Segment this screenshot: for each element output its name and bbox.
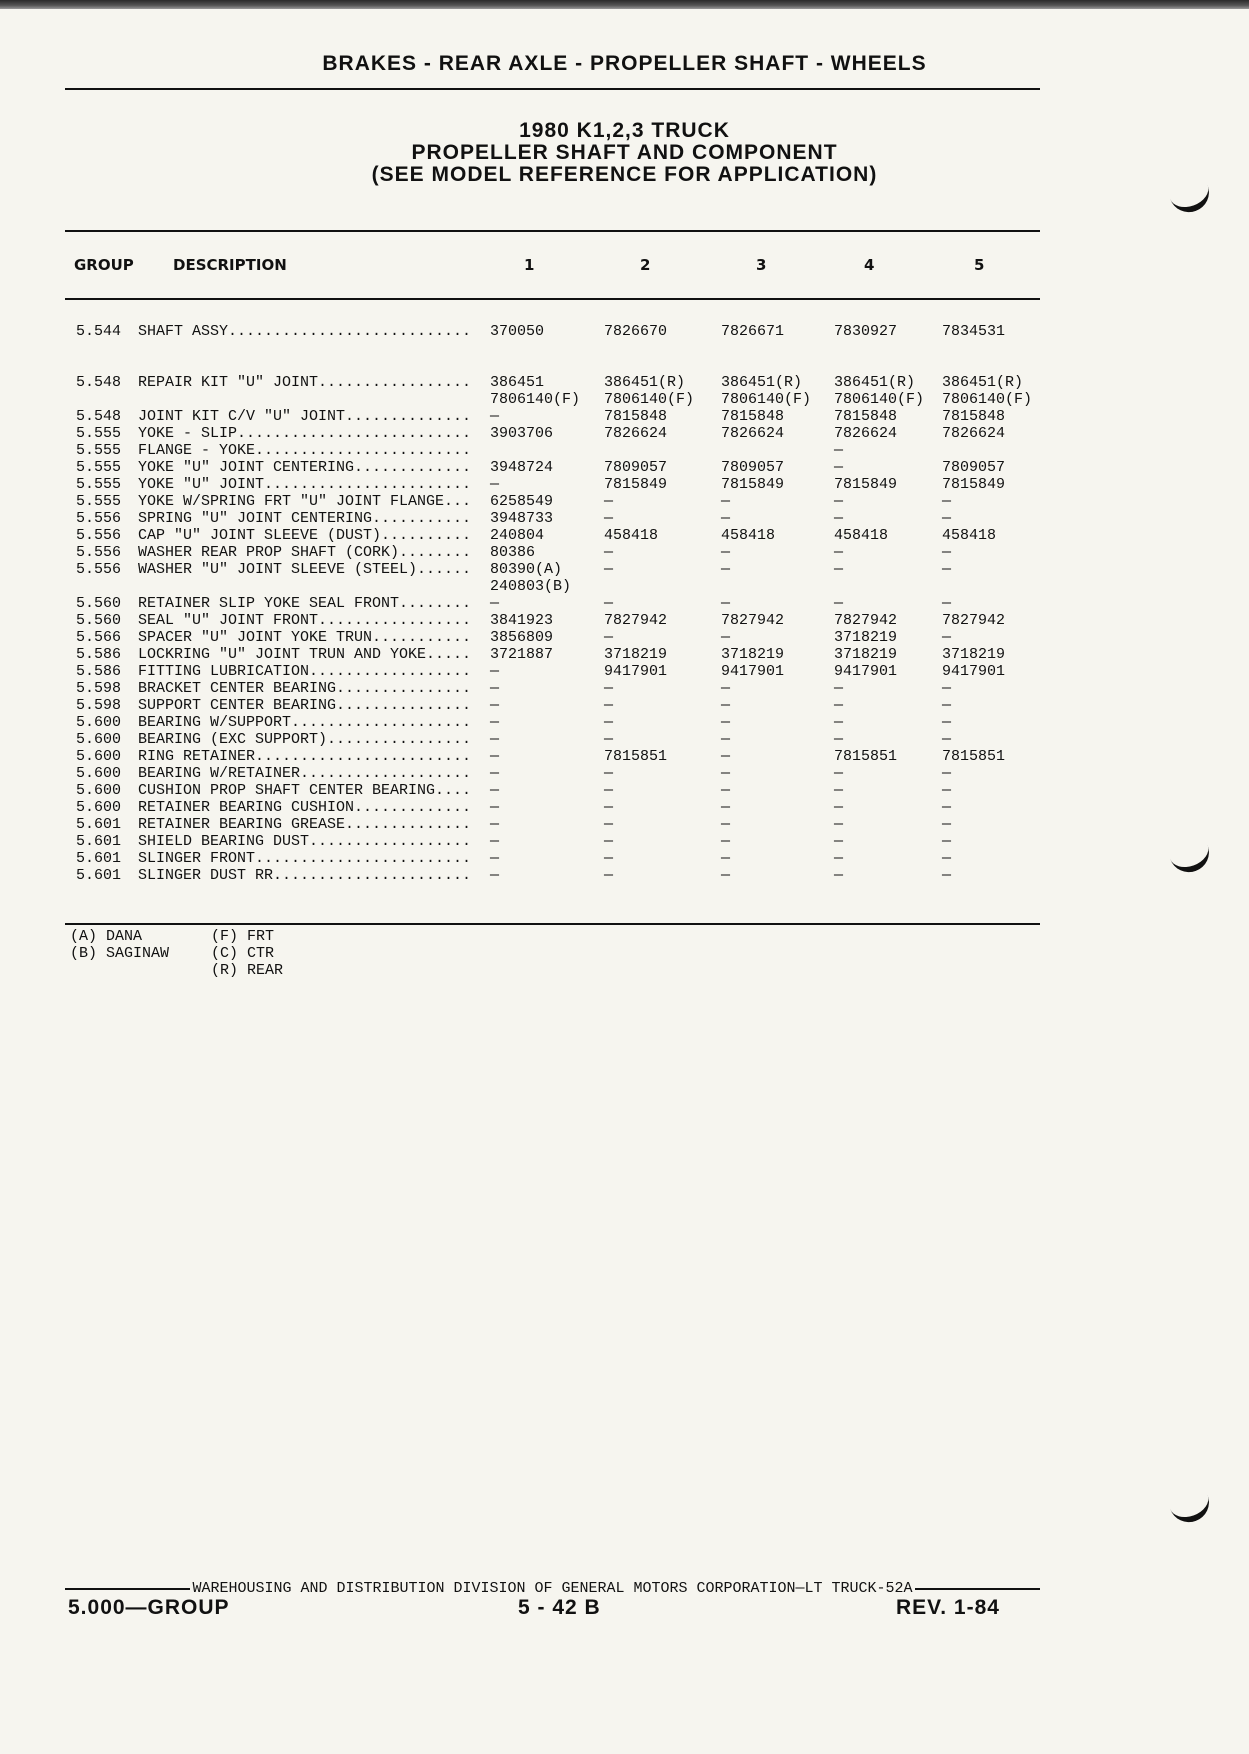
row-group-number: 5.600 [76,799,122,816]
part-number: 7830927 [834,323,898,340]
part-cell-model-5 [942,408,1092,425]
not-applicable-dash: — [942,867,952,884]
not-applicable-dash: — [604,816,614,833]
part-number: 458418 [834,527,889,544]
not-applicable-dash: — [721,561,731,578]
not-applicable-dash: — [834,833,844,850]
row-description: YOKE W/SPRING FRT "U" JOINT FLANGE... [138,493,472,510]
not-applicable-dash: — [604,544,614,561]
not-applicable-dash: — [490,697,500,714]
part-cell-model-5 [942,374,1092,408]
part-number: 458418 [604,527,659,544]
row-description: RETAINER SLIP YOKE SEAL FRONT........ [138,595,472,612]
row-group-number: 5.601 [76,816,122,833]
row-description: JOINT KIT C/V "U" JOINT.............. [138,408,472,425]
part-cell-model-5 [942,544,1092,561]
not-applicable-dash: — [834,731,844,748]
table-bottom-rule [65,923,1040,925]
row-group-number: 5.598 [76,680,122,697]
not-applicable-dash: — [942,714,952,731]
part-number: 3718219 [834,646,898,663]
not-applicable-dash: — [834,714,844,731]
not-applicable-dash: — [834,510,844,527]
row-description: BEARING W/SUPPORT.................... [138,714,472,731]
row-group-number: 5.600 [76,765,122,782]
part-number: 7806140(F) [604,391,695,408]
footer-division-line [65,1580,1040,1597]
part-number: 9417901 [604,663,668,680]
part-number: 3903706 [490,425,554,442]
table-top-rule [65,230,1040,232]
not-applicable-dash: — [942,595,952,612]
row-description: CAP "U" JOINT SLEEVE (DUST).......... [138,527,472,544]
part-number: 3856809 [490,629,554,646]
not-applicable-dash: — [721,595,731,612]
part-cell-model-5 [942,731,1092,748]
row-group-number: 5.548 [76,374,122,391]
not-applicable-dash: — [490,748,500,765]
part-cell-model-5 [942,476,1092,493]
part-number: 80386 [490,544,536,561]
part-cell-model-5 [942,816,1092,833]
not-applicable-dash: — [490,799,500,816]
row-description: FLANGE - YOKE........................ [138,442,472,459]
not-applicable-dash: — [834,765,844,782]
not-applicable-dash: — [721,748,731,765]
part-number: 7815848 [834,408,898,425]
row-description: RETAINER BEARING GREASE.............. [138,816,472,833]
not-applicable-dash: — [942,782,952,799]
not-applicable-dash: — [721,714,731,731]
row-description: BRACKET CENTER BEARING............... [138,680,472,697]
part-number: 7826624 [942,425,1006,442]
part-number: 7815849 [604,476,668,493]
part-number: 3718219 [604,646,668,663]
not-applicable-dash: — [721,510,731,527]
row-description: SPRING "U" JOINT CENTERING........... [138,510,472,527]
part-cell-model-5 [942,493,1092,510]
row-group-number: 5.560 [76,612,122,629]
part-cell-model-5 [942,799,1092,816]
row-description: FITTING LUBRICATION.................. [138,663,472,680]
part-number: 7826624 [604,425,668,442]
part-cell-model-5 [942,612,1092,629]
not-applicable-dash: — [942,816,952,833]
title-line-1: 1980 K1,2,3 TRUCK [519,119,730,142]
part-number: 7826624 [834,425,898,442]
not-applicable-dash: — [490,765,500,782]
part-number: 9417901 [721,663,785,680]
not-applicable-dash: — [604,714,614,731]
footer-division-text: WAREHOUSING AND DISTRIBUTION DIVISION OF GENERAL MOTORS CORPORATION—LT TRUCK-52A [192,1580,913,1597]
part-number: 7806140(F) [942,391,1033,408]
row-description: SUPPORT CENTER BEARING............... [138,697,472,714]
not-applicable-dash: — [721,850,731,867]
row-description: YOKE "U" JOINT....................... [138,476,472,493]
not-applicable-dash: — [721,867,731,884]
not-applicable-dash: — [604,731,614,748]
part-number: 7815851 [604,748,668,765]
not-applicable-dash: — [834,544,844,561]
row-group-number: 5.555 [76,459,122,476]
row-group-number: 5.601 [76,850,122,867]
part-number: 7827942 [721,612,785,629]
not-applicable-dash: — [834,867,844,884]
row-description: YOKE - SLIP.......................... [138,425,472,442]
not-applicable-dash: — [834,816,844,833]
not-applicable-dash: — [721,697,731,714]
part-number: 7806140(F) [490,391,581,408]
title-line-2: PROPELLER SHAFT AND COMPONENT [411,141,838,164]
not-applicable-dash: — [942,833,952,850]
row-description: SHAFT ASSY........................... [138,323,472,340]
footer-rule-left [65,1588,190,1590]
not-applicable-dash: — [721,833,731,850]
row-group-number: 5.586 [76,663,122,680]
not-applicable-dash: — [942,680,952,697]
part-number: 240803(B) [490,578,572,595]
part-cell-model-5 [942,459,1092,476]
column-header-2: 2 [640,256,651,274]
row-group-number: 5.555 [76,476,122,493]
part-number: 7826670 [604,323,668,340]
title-line-3: (SEE MODEL REFERENCE FOR APPLICATION) [371,163,878,186]
row-description: REPAIR KIT "U" JOINT................. [138,374,472,391]
row-group-number: 5.556 [76,527,122,544]
part-number: 7809057 [942,459,1006,476]
footnote-c: (C) CTR [211,945,275,962]
part-number: 9417901 [942,663,1006,680]
not-applicable-dash: — [834,697,844,714]
not-applicable-dash: — [604,850,614,867]
not-applicable-dash: — [490,731,500,748]
not-applicable-dash: — [490,867,500,884]
not-applicable-dash: — [604,561,614,578]
column-header-1: 1 [524,256,535,274]
row-group-number: 5.586 [76,646,122,663]
not-applicable-dash: — [721,544,731,561]
part-cell-model-5 [942,850,1092,867]
not-applicable-dash: — [721,816,731,833]
column-header-5: 5 [974,256,985,274]
not-applicable-dash: — [721,765,731,782]
row-group-number: 5.555 [76,442,122,459]
row-description: SLINGER DUST RR...................... [138,867,472,884]
footnotes-left [70,928,169,962]
not-applicable-dash: — [721,799,731,816]
row-description: WASHER "U" JOINT SLEEVE (STEEL)...... [138,561,472,578]
not-applicable-dash: — [942,731,952,748]
binder-ring-middle [1165,832,1214,878]
footnotes-right [211,928,283,979]
part-number: 7815849 [834,476,898,493]
part-cell-model-5 [942,442,1092,459]
not-applicable-dash: — [490,816,500,833]
table-header-rule [65,298,1040,300]
not-applicable-dash: — [834,595,844,612]
not-applicable-dash: — [834,799,844,816]
not-applicable-dash: — [721,629,731,646]
part-cell-model-5 [942,323,1092,340]
row-description: RETAINER BEARING CUSHION............. [138,799,472,816]
not-applicable-dash: — [942,493,952,510]
part-number: 3718219 [834,629,898,646]
row-group-number: 5.600 [76,782,122,799]
part-cell-model-5 [942,782,1092,799]
footnote-f: (F) FRT [211,928,275,945]
row-description: LOCKRING "U" JOINT TRUN AND YOKE..... [138,646,472,663]
footer-group: 5.000—GROUP [68,1596,230,1619]
page-title-block [0,120,1249,186]
row-group-number: 5.600 [76,731,122,748]
part-number [942,442,1092,459]
not-applicable-dash: — [490,782,500,799]
section-title: BRAKES - REAR AXLE - PROPELLER SHAFT - WHEELS [322,52,927,75]
not-applicable-dash: — [490,833,500,850]
not-applicable-dash: — [942,544,952,561]
not-applicable-dash: — [942,765,952,782]
row-group-number: 5.548 [76,408,122,425]
part-number: 458418 [721,527,776,544]
not-applicable-dash: — [721,731,731,748]
part-number: 3841923 [490,612,554,629]
part-number: 7809057 [604,459,668,476]
not-applicable-dash: — [604,765,614,782]
not-applicable-dash: — [834,442,844,459]
column-header-description: DESCRIPTION [173,256,287,274]
part-number: 370050 [490,323,545,340]
part-cell-model-5 [942,748,1092,765]
footnote-b: (B) SAGINAW [70,945,170,962]
not-applicable-dash: — [721,782,731,799]
part-number: 3721887 [490,646,554,663]
not-applicable-dash: — [942,697,952,714]
not-applicable-dash: — [490,680,500,697]
not-applicable-dash: — [834,850,844,867]
part-number: 7815851 [942,748,1006,765]
part-cell-model-5 [942,663,1092,680]
part-number: 7815848 [721,408,785,425]
part-number: 3718219 [942,646,1006,663]
part-cell-model-5 [942,714,1092,731]
row-group-number: 5.555 [76,425,122,442]
row-group-number: 5.544 [76,323,122,340]
row-group-number: 5.556 [76,544,122,561]
part-cell-model-5 [942,629,1092,646]
not-applicable-dash: — [942,850,952,867]
part-number: 80390(A) [490,561,563,578]
not-applicable-dash: — [604,595,614,612]
row-group-number: 5.556 [76,561,122,578]
part-number: 386451(R) [604,374,686,391]
row-description: CUSHION PROP SHAFT CENTER BEARING.... [138,782,472,799]
not-applicable-dash: — [604,629,614,646]
part-number: 7806140(F) [834,391,925,408]
row-group-number: 5.598 [76,697,122,714]
part-number: 240804 [490,527,545,544]
part-number: 7815848 [604,408,668,425]
row-description: SEAL "U" JOINT FRONT................. [138,612,472,629]
part-number: 386451(R) [942,374,1024,391]
part-number: 7815849 [942,476,1006,493]
part-number: 7809057 [721,459,785,476]
not-applicable-dash: — [604,697,614,714]
not-applicable-dash: — [490,714,500,731]
binder-ring-bottom [1165,1482,1214,1528]
not-applicable-dash: — [942,561,952,578]
row-group-number: 5.560 [76,595,122,612]
footer-page-number: 5 - 42 B [518,1596,601,1619]
not-applicable-dash: — [604,867,614,884]
not-applicable-dash: — [604,782,614,799]
footer-revision: REV. 1-84 [896,1596,1000,1619]
part-cell-model-5 [942,867,1092,884]
part-number: 7834531 [942,323,1006,340]
not-applicable-dash: — [834,782,844,799]
part-cell-model-5 [942,595,1092,612]
part-number: 3718219 [721,646,785,663]
not-applicable-dash: — [604,680,614,697]
footnote-r: (R) REAR [211,962,284,979]
part-number: 386451 [490,374,545,391]
not-applicable-dash: — [490,663,500,680]
footer-rule-right [915,1588,1040,1590]
footnote-a: (A) DANA [70,928,143,945]
row-group-number: 5.600 [76,748,122,765]
not-applicable-dash: — [721,680,731,697]
row-description: BEARING W/RETAINER................... [138,765,472,782]
part-number: 386451(R) [834,374,916,391]
part-cell-model-5 [942,646,1092,663]
row-description: YOKE "U" JOINT CENTERING............. [138,459,472,476]
column-header-group: GROUP [74,256,134,274]
not-applicable-dash: — [490,850,500,867]
row-group-number: 5.601 [76,833,122,850]
part-cell-model-5 [942,833,1092,850]
not-applicable-dash: — [490,476,500,493]
part-number: 7815849 [721,476,785,493]
part-number: 7827942 [604,612,668,629]
part-cell-model-5 [942,510,1092,527]
row-description: SHIELD BEARING DUST.................. [138,833,472,850]
row-group-number: 5.555 [76,493,122,510]
row-group-number: 5.556 [76,510,122,527]
part-number: 7826671 [721,323,785,340]
not-applicable-dash: — [942,510,952,527]
row-description: SPACER "U" JOINT YOKE TRUN........... [138,629,472,646]
row-group-number: 5.601 [76,867,122,884]
row-description: RING RETAINER........................ [138,748,472,765]
not-applicable-dash: — [604,833,614,850]
part-cell-model-5 [942,425,1092,442]
header-rule [65,88,1040,90]
part-number: 386451(R) [721,374,803,391]
not-applicable-dash: — [834,493,844,510]
not-applicable-dash: — [834,459,844,476]
not-applicable-dash: — [721,493,731,510]
row-group-number: 5.566 [76,629,122,646]
part-cell-model-5 [942,765,1092,782]
not-applicable-dash: — [490,408,500,425]
part-cell-model-5 [942,680,1092,697]
not-applicable-dash: — [604,493,614,510]
part-number: 9417901 [834,663,898,680]
part-number: 3948733 [490,510,554,527]
not-applicable-dash: — [834,561,844,578]
not-applicable-dash: — [490,595,500,612]
not-applicable-dash: — [604,510,614,527]
row-description: BEARING (EXC SUPPORT)................ [138,731,472,748]
part-number: 7815851 [834,748,898,765]
not-applicable-dash: — [604,799,614,816]
part-number: 458418 [942,527,997,544]
part-number: 6258549 [490,493,554,510]
part-cell-model-5 [942,697,1092,714]
part-number: 7827942 [942,612,1006,629]
part-number: 7826624 [721,425,785,442]
part-cell-model-5 [942,527,1092,544]
row-description: SLINGER FRONT........................ [138,850,472,867]
column-header-3: 3 [756,256,767,274]
part-number: 7815848 [942,408,1006,425]
not-applicable-dash: — [942,799,952,816]
not-applicable-dash: — [834,680,844,697]
row-group-number: 5.600 [76,714,122,731]
column-header-4: 4 [864,256,875,274]
part-number: 3948724 [490,459,554,476]
part-cell-model-5 [942,561,1092,578]
scan-top-edge [0,0,1249,9]
row-description: WASHER REAR PROP SHAFT (CORK)........ [138,544,472,561]
part-number: 7806140(F) [721,391,812,408]
not-applicable-dash: — [942,629,952,646]
part-number: 7827942 [834,612,898,629]
